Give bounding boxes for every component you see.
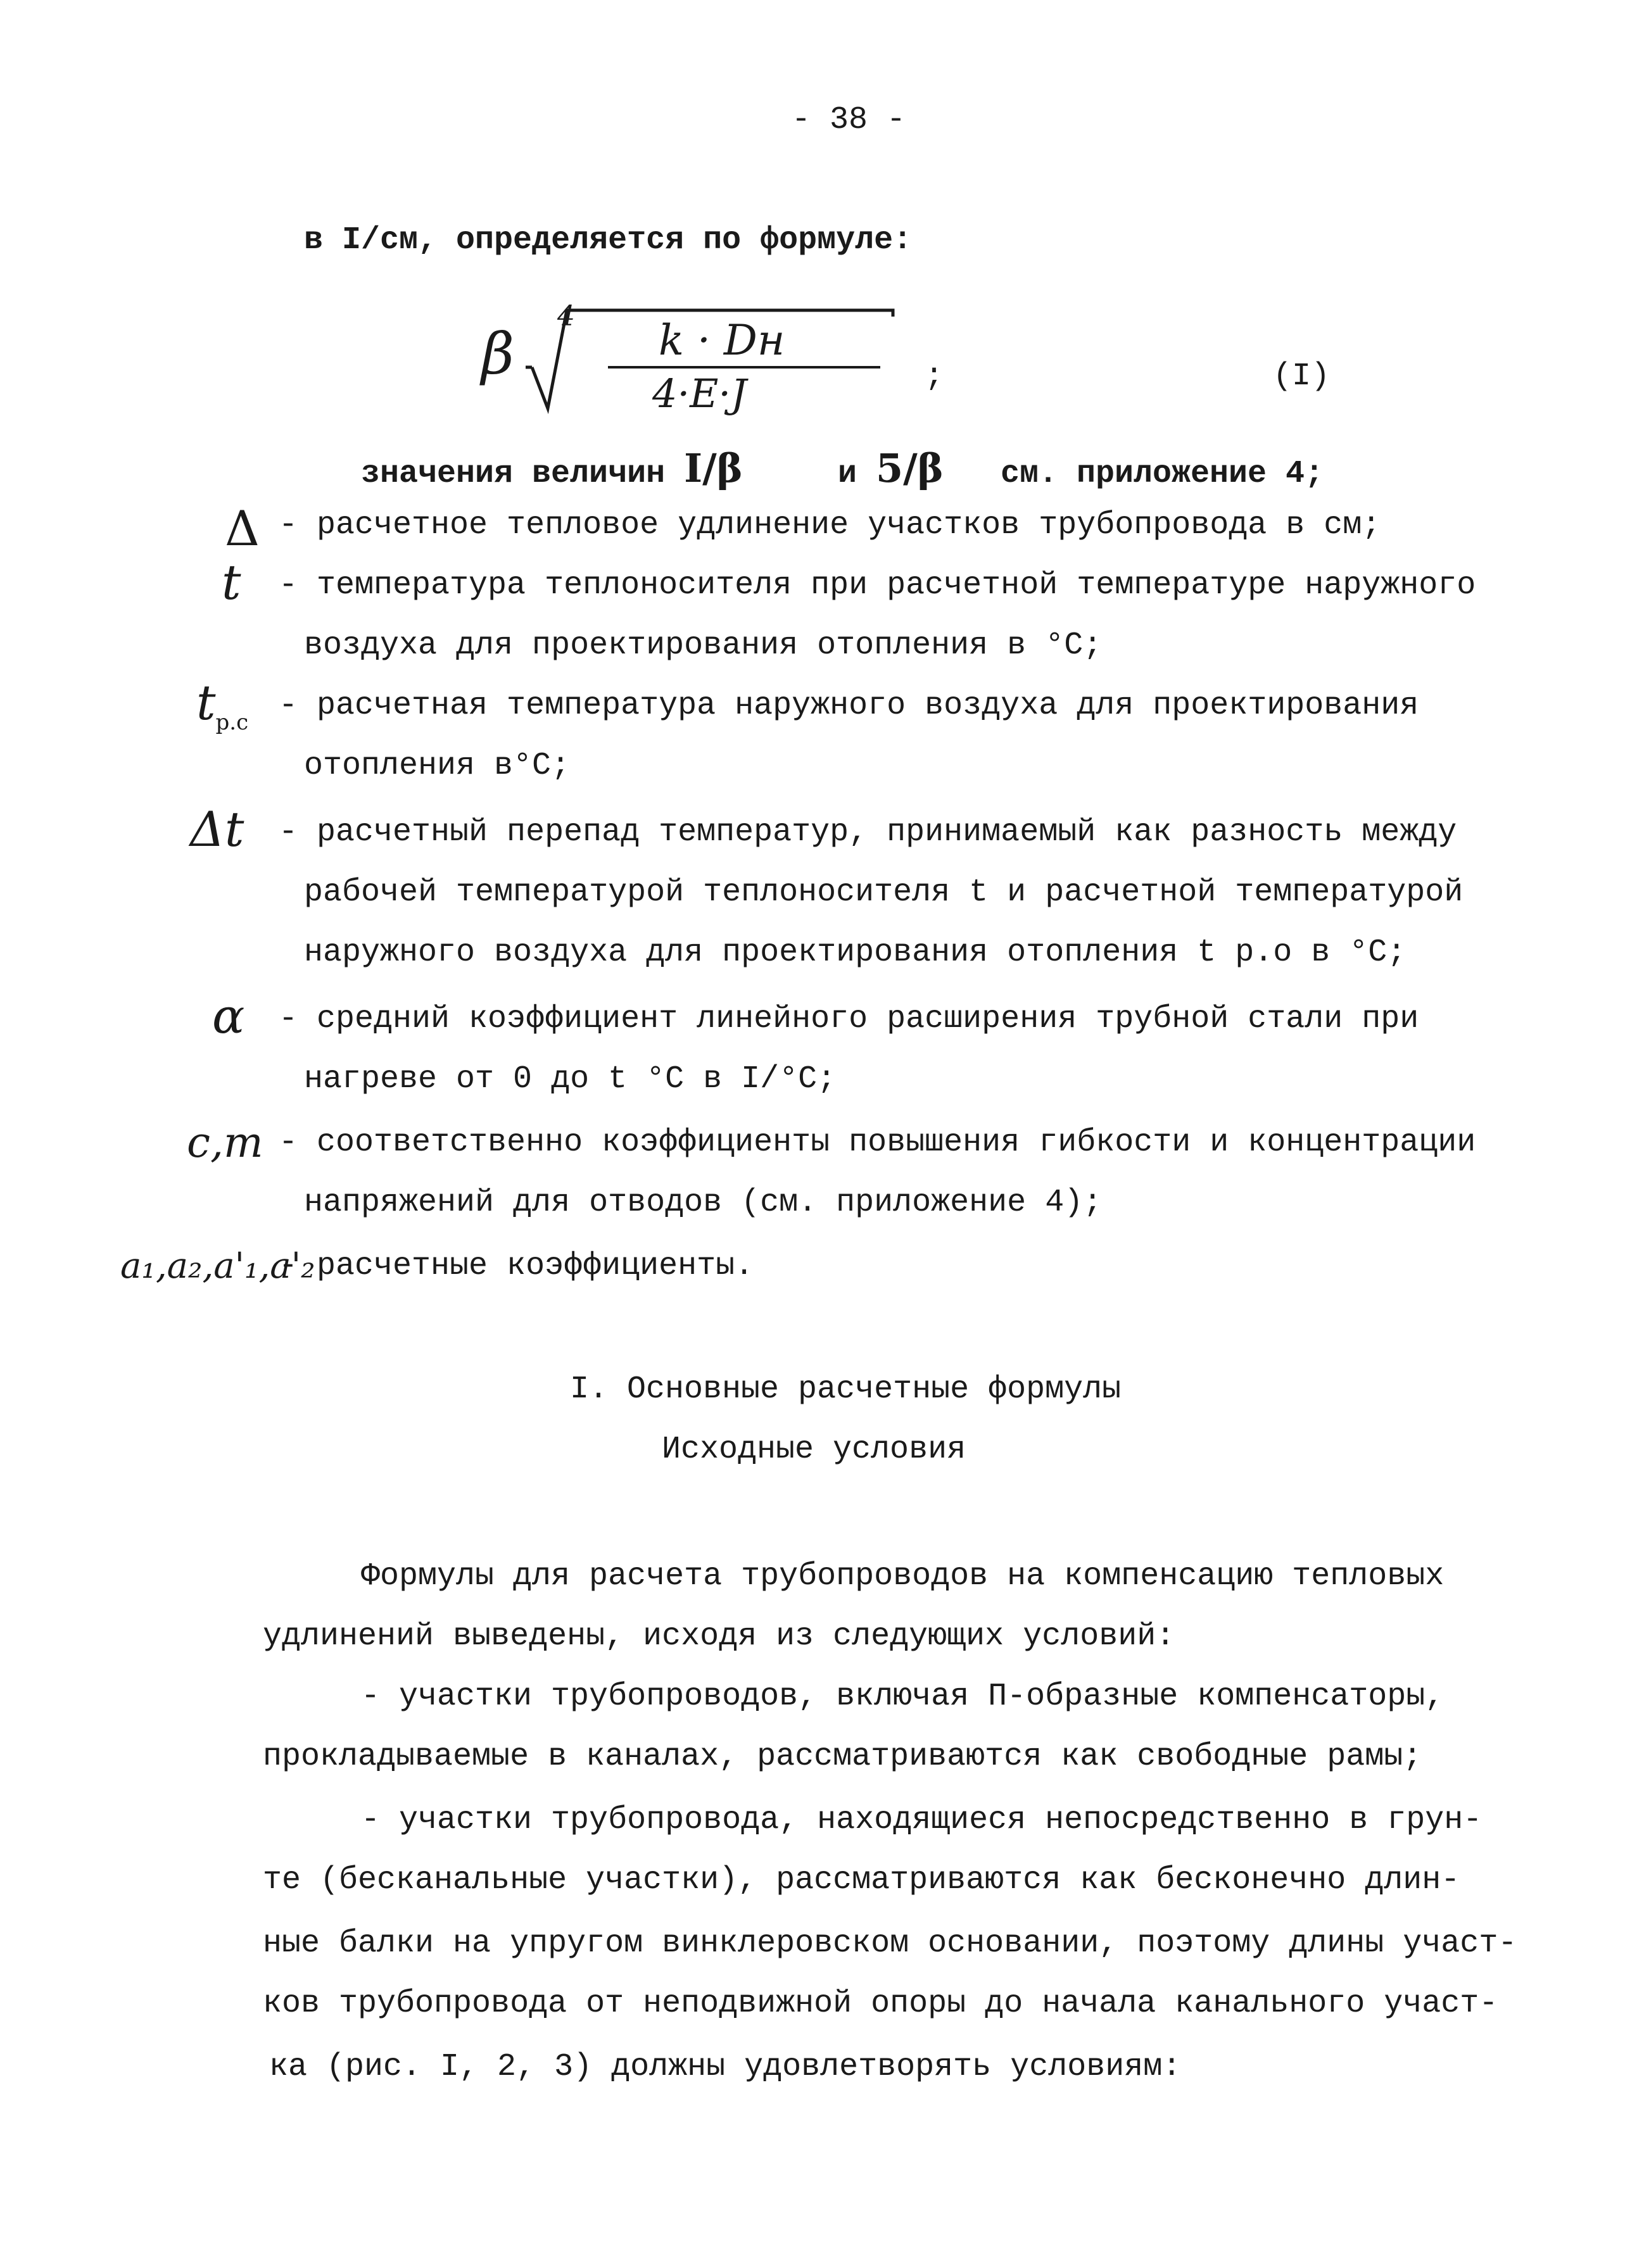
- formula-semicolon: ;: [925, 358, 944, 394]
- symbol-t-rs-sub: р.с: [215, 710, 249, 736]
- definition-dt-line-3: наружного воздуха для проектирования отопления t р.о в °С;: [304, 935, 1407, 971]
- page-number: - 38 -: [792, 102, 906, 138]
- symbol-alpha: α: [212, 988, 245, 1044]
- paragraph-2-line-1: - участки трубопроводов, включая П-образные компенсаторы,: [361, 1679, 1445, 1715]
- values-note-second: 5/β: [875, 445, 944, 491]
- symbol-delta: Δ: [225, 500, 260, 557]
- symbol-c-m: c,m: [187, 1118, 263, 1167]
- definition-t-line-2: воздуха для проектирования отопления в °С;: [304, 627, 1103, 664]
- definition-cm-line-1: - соответственно коэффициенты повышения гибкости и концентрации: [279, 1125, 1476, 1161]
- definition-a-line-1: - расчетные коэффициенты.: [279, 1248, 754, 1284]
- paragraph-3-line-1: - участки трубопровода, находящиеся непосредственно в грун-: [361, 1802, 1483, 1838]
- formula-denominator: 4·E·J: [652, 370, 747, 417]
- formula-numerator: k · Dн: [659, 316, 785, 365]
- symbol-t-rs: [196, 674, 249, 748]
- definition-trs-line-2: отопления в°С;: [304, 748, 571, 784]
- symbol-t-rs-main: t: [196, 674, 216, 731]
- symbol-a-coeffs: a₁,a₂,a'₁,a'₂: [120, 1245, 315, 1287]
- values-note-first: I/β: [684, 445, 743, 491]
- values-note-suffix: см. приложение 4;: [1000, 456, 1324, 492]
- paragraph-3-line-3: ные балки на упругом винклеровском основании, поэтому длины участ-: [263, 1925, 1517, 1962]
- paragraph-3-line-5: ка (рис. I, 2, 3) должны удовлетворять условиям:: [269, 2049, 1182, 2085]
- intro-line: в I/см, определяется по формуле:: [304, 222, 913, 258]
- symbol-t: t: [222, 554, 241, 610]
- definition-t-line-1: - температура теплоносителя при расчетной температуре наружного: [279, 567, 1476, 603]
- values-note: [361, 443, 1324, 494]
- section-subtitle: Исходные условия: [662, 1432, 966, 1468]
- formula-beta: β: [481, 321, 515, 387]
- definition-trs-line-1: - расчетная температура наружного воздуха для проектирования: [279, 688, 1419, 724]
- definition-alpha-line-2: нагреве от 0 до t °С в I/°С;: [304, 1061, 837, 1097]
- definition-cm-line-2: напряжений для отводов (см. приложение 4);: [304, 1185, 1103, 1221]
- section-title: I. Основные расчетные формулы: [570, 1371, 1122, 1408]
- formula-block: [481, 298, 1368, 424]
- definition-delta-line-1: - расчетное тепловое удлинение участков трубопровода в см;: [279, 507, 1381, 543]
- formula-number: (I): [1273, 358, 1331, 394]
- definition-dt-line-2: рабочей температурой теплоносителя t и расчетной температурой: [304, 874, 1464, 910]
- definition-alpha-line-1: - средний коэффициент линейного расширения трубной стали при: [279, 1001, 1419, 1037]
- values-note-and: и: [837, 456, 857, 492]
- paragraph-1-line-2: удлинений выведены, исходя из следующих условий:: [263, 1618, 1175, 1654]
- paragraph-1-line-1: Формулы для расчета трубопроводов на компенсацию тепловых: [361, 1558, 1445, 1594]
- symbol-delta-t: Δt: [190, 801, 244, 857]
- values-note-prefix: значения величин: [361, 456, 666, 492]
- definition-dt-line-1: - расчетный перепад температур, принимаемый как разность между: [279, 814, 1457, 850]
- paragraph-3-line-4: ков трубопровода от неподвижной опоры до начала канального участ-: [263, 1986, 1498, 2022]
- paragraph-2-line-2: прокладываемые в каналах, рассматриваются как свободные рамы;: [263, 1739, 1422, 1775]
- root-index: 4: [557, 300, 575, 332]
- paragraph-3-line-2: те (бесканальные участки), рассматриваются как бесконечно длин-: [263, 1862, 1460, 1898]
